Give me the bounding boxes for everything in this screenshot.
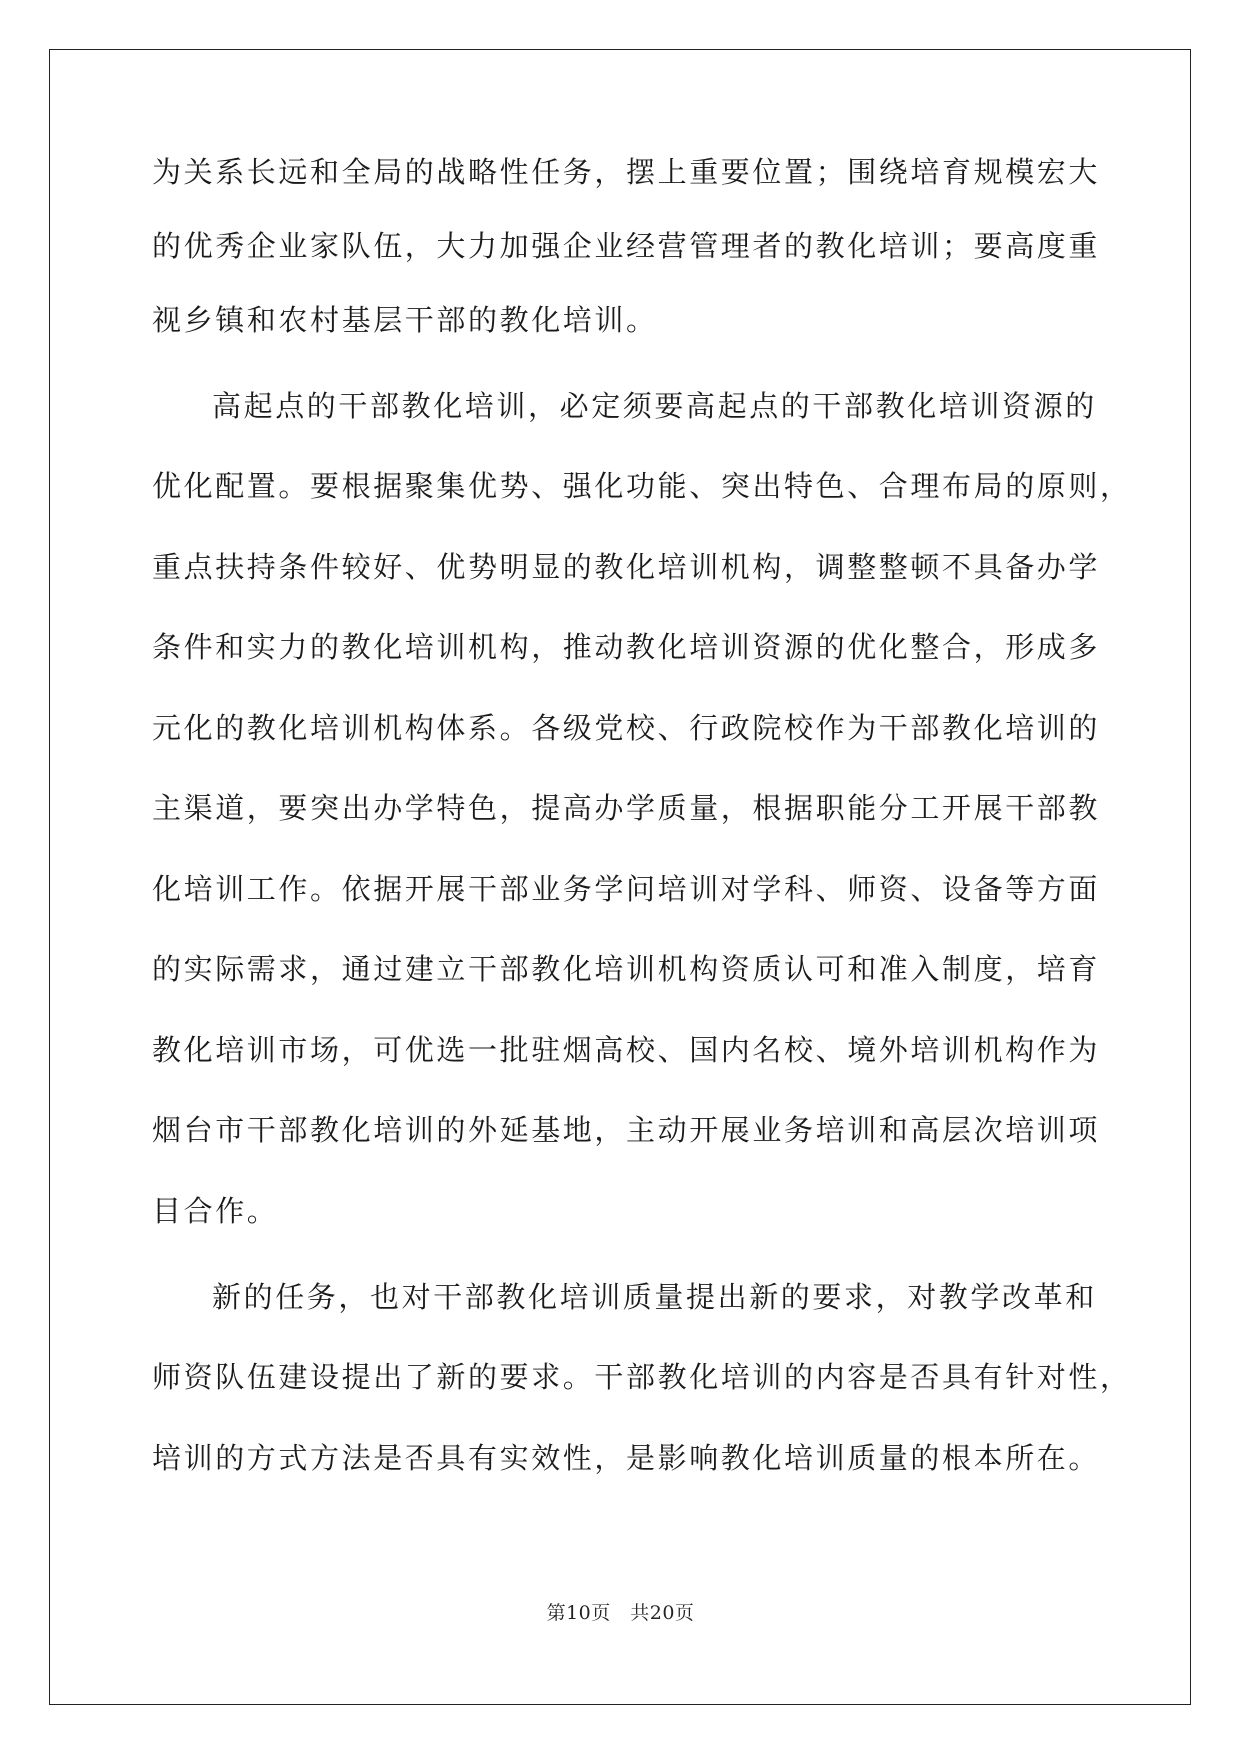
body-text-line: 的优秀企业家队伍，大力加强企业经营管理者的教化培训；要高度重: [152, 229, 1101, 263]
body-text-line: 优化配置。要根据聚集优势、强化功能、突出特色、合理布局的原则，: [152, 469, 1132, 503]
body-text-line: 培训的方式方法是否具有实效性，是影响教化培训质量的根本所在。: [152, 1441, 1101, 1475]
body-text-line: 条件和实力的教化培训机构，推动教化培训资源的优化整合，形成多: [152, 630, 1101, 664]
page-number-footer: 第10页 共20页: [546, 1602, 695, 1624]
body-text-line: 的实际需求，通过建立干部教化培训机构资质认可和准入制度，培育: [152, 952, 1101, 986]
body-text-line: 元化的教化培训机构体系。各级党校、行政院校作为干部教化培训的: [152, 711, 1101, 745]
paragraph-first-line: 高起点的干部教化培训，必定须要高起点的干部教化培训资源的: [212, 389, 1097, 423]
body-text-line: 视乡镇和农村基层干部的教化培训。: [152, 303, 658, 337]
body-text-line: 为关系长远和全局的战略性任务，摆上重要位置；围绕培育规模宏大: [152, 155, 1101, 189]
body-text-line: 主渠道，要突出办学特色，提高办学质量，根据职能分工开展干部教: [152, 791, 1101, 825]
body-text-line: 目合作。: [152, 1194, 279, 1228]
body-text-line: 烟台市干部教化培训的外延基地，主动开展业务培训和高层次培训项: [152, 1113, 1101, 1147]
body-text-line: 教化培训市场，可优选一批驻烟高校、国内名校、境外培训机构作为: [152, 1033, 1101, 1067]
body-text-line: 师资队伍建设提出了新的要求。干部教化培训的内容是否具有针对性，: [152, 1360, 1132, 1394]
body-text-line: 化培训工作。依据开展干部业务学问培训对学科、师资、设备等方面: [152, 872, 1101, 906]
paragraph-first-line: 新的任务，也对干部教化培训质量提出新的要求，对教学改革和: [212, 1280, 1097, 1314]
body-text-line: 重点扶持条件较好、优势明显的教化培训机构，调整整顿不具备办学: [152, 550, 1101, 584]
